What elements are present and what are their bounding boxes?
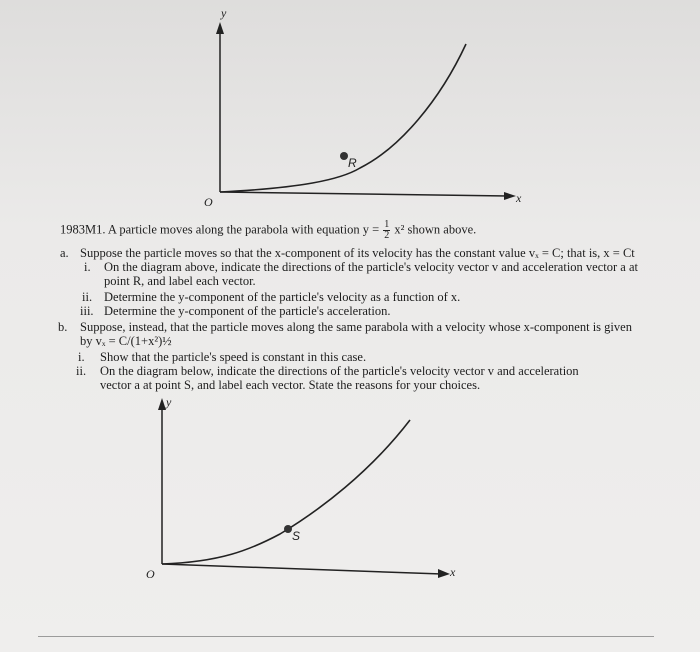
problem-intro (60, 220, 476, 241)
part-b-ii-text-1: On the diagram below, indicate the directions of the particle's velocity vector v and acceleration (100, 364, 579, 378)
bottom-parabola-figure (130, 392, 480, 592)
top-y-axis-label: y (221, 6, 227, 20)
part-b-ii-marker: ii. (76, 364, 87, 378)
bottom-x-arrowhead (438, 569, 450, 578)
bottom-x-axis-label: x (450, 565, 456, 579)
bottom-y-axis-label: y (166, 395, 172, 409)
part-b-text-1: Suppose, instead, that the particle moves along the same parabola with a velocity whose x-component is given (80, 320, 632, 334)
bottom-parabola-curve (162, 420, 410, 564)
point-s-label: S (292, 529, 301, 543)
part-b-marker: b. (58, 320, 68, 334)
part-b-ii-text-2: vector a at point S, and label each vector. State the reasons for your choices. (100, 378, 481, 392)
intro-after: x² shown above. (394, 222, 477, 237)
part-a-ii-text: Determine the y-component of the particle's velocity as a function of x. (104, 290, 461, 304)
fraction-denominator: 2 (384, 230, 390, 241)
part-a-marker: a. (60, 246, 69, 260)
part-a-i-text-2: point R, and label each vector. (104, 274, 256, 288)
top-parabola-curve (220, 44, 466, 192)
page-bottom-rule (38, 636, 654, 637)
bottom-x-axis (162, 564, 442, 574)
part-a-ii-marker: ii. (82, 290, 93, 304)
fraction-numerator: 1 (384, 219, 390, 230)
part-a-i-text-1: On the diagram above, indicate the directions of the particle's velocity vector v and acceleration vector a at (104, 260, 638, 274)
part-b-i-marker: i. (78, 350, 85, 364)
top-y-arrowhead (216, 22, 224, 34)
intro-fraction (383, 220, 390, 241)
bottom-origin-label: O (146, 567, 155, 581)
bottom-y-arrowhead (158, 398, 166, 410)
top-x-arrowhead (504, 192, 516, 200)
point-r-label: R (348, 156, 357, 170)
intro-before: 1983M1. A particle moves along the parabola with equation y = (60, 222, 380, 237)
top-parabola-figure (190, 0, 530, 215)
part-a-iii-marker: iii. (80, 304, 94, 318)
point-r-dot (340, 152, 348, 160)
top-x-axis (220, 192, 508, 196)
point-s-dot (284, 525, 292, 533)
part-a-iii-text: Determine the y-component of the particle's acceleration. (104, 304, 391, 318)
part-a-text: Suppose the particle moves so that the x-component of its velocity has the constant value vₓ = C; that is, x = Ct (80, 246, 635, 260)
top-x-axis-label: x (516, 191, 522, 205)
part-b-i-text: Show that the particle's speed is constant in this case. (100, 350, 367, 364)
part-b-text-2: by vₓ = C/(1+x²)½ (80, 334, 172, 348)
part-a-i-marker: i. (84, 260, 91, 274)
top-origin-label: O (204, 195, 213, 209)
